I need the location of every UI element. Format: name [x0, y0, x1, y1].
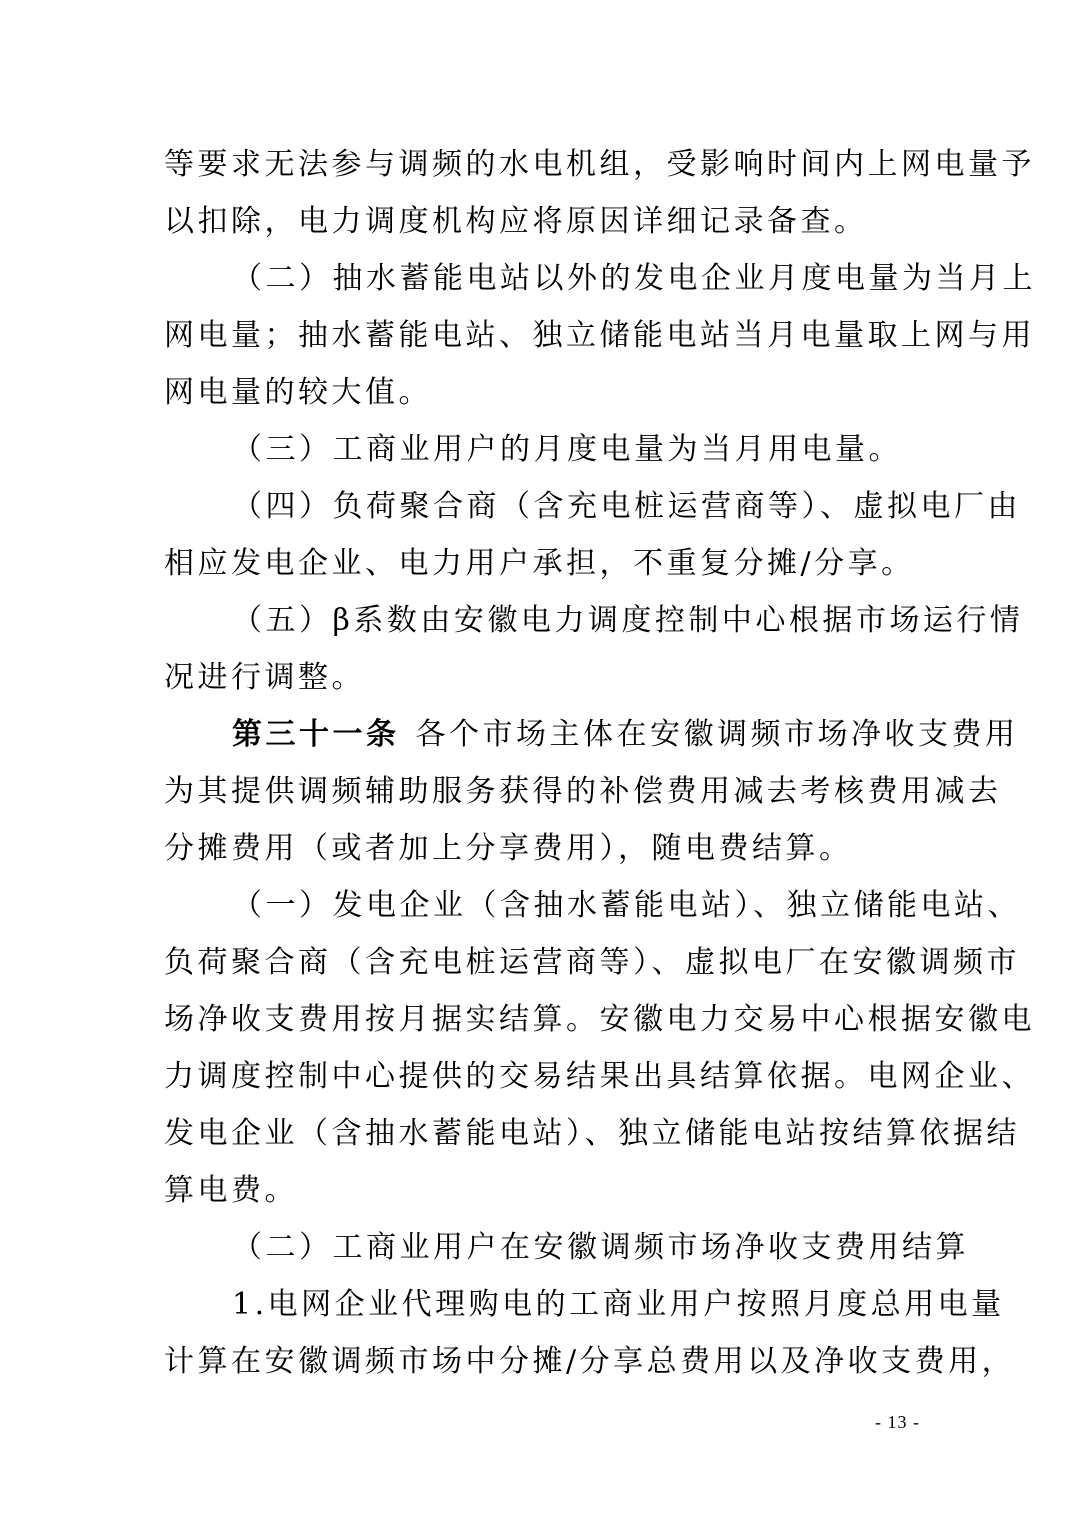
text-line: 发电企业（含抽水蓄能电站）、独立储能电站按结算依据结	[164, 1116, 1020, 1151]
text-line: （四）负荷聚合商（含充电桩运营商等）、虚拟电厂由	[232, 489, 1021, 524]
text-line: 以扣除，电力调度机构应将原因详细记录备查。	[164, 204, 868, 239]
text-line: 为其提供调频辅助服务获得的补偿费用减去考核费用减去	[164, 774, 1002, 809]
article-heading: 第三十一条	[232, 717, 400, 752]
text-line: 等要求无法参与调频的水电机组，受影响时间内上网电量予	[164, 147, 1035, 182]
text-line: （一）发电企业（含抽水蓄能电站）、独立储能电站、	[232, 888, 1021, 923]
text-line: 场净收支费用按月据实结算。安徽电力交易中心根据安徽电	[164, 1002, 1035, 1037]
text-line: 算电费。	[164, 1173, 298, 1208]
text-line: （二）抽水蓄能电站以外的发电企业月度电量为当月上	[232, 261, 1036, 296]
text-line: （五）β系数由安徽电力调度控制中心根据市场运行情	[232, 603, 1024, 638]
article-line	[164, 706, 1019, 763]
text-line: 分摊费用（或者加上分享费用），随电费结算。	[164, 831, 853, 866]
text-line: 各个市场主体在安徽调频市场净收支费用	[415, 717, 1019, 752]
text-line: （二）工商业用户在安徽调频市场净收支费用结算	[232, 1230, 969, 1265]
text-line: 相应发电企业、电力用户承担，不重复分摊/分享。	[164, 546, 915, 581]
text-line: 负荷聚合商（含充电桩运营商等）、虚拟电厂在安徽调频市	[164, 945, 1020, 980]
document-body	[164, 136, 1036, 1390]
text-line: 网电量；抽水蓄能电站、独立储能电站当月电量取上网与用	[164, 318, 1035, 353]
text-line: 计算在安徽调频市场中分摊/分享总费用以及净收支费用，	[164, 1344, 1016, 1379]
page-number: - 13 -	[875, 1412, 920, 1432]
text-line: 况进行调整。	[164, 660, 365, 695]
text-line: 网电量的较大值。	[164, 375, 432, 410]
text-line: 力调度控制中心提供的交易结果出具结算依据。电网企业、	[164, 1059, 1035, 1094]
text-line: （三）工商业用户的月度电量为当月用电量。	[232, 432, 902, 467]
text-line: 1.电网企业代理购电的工商业用户按照月度总用电量	[232, 1287, 1005, 1322]
